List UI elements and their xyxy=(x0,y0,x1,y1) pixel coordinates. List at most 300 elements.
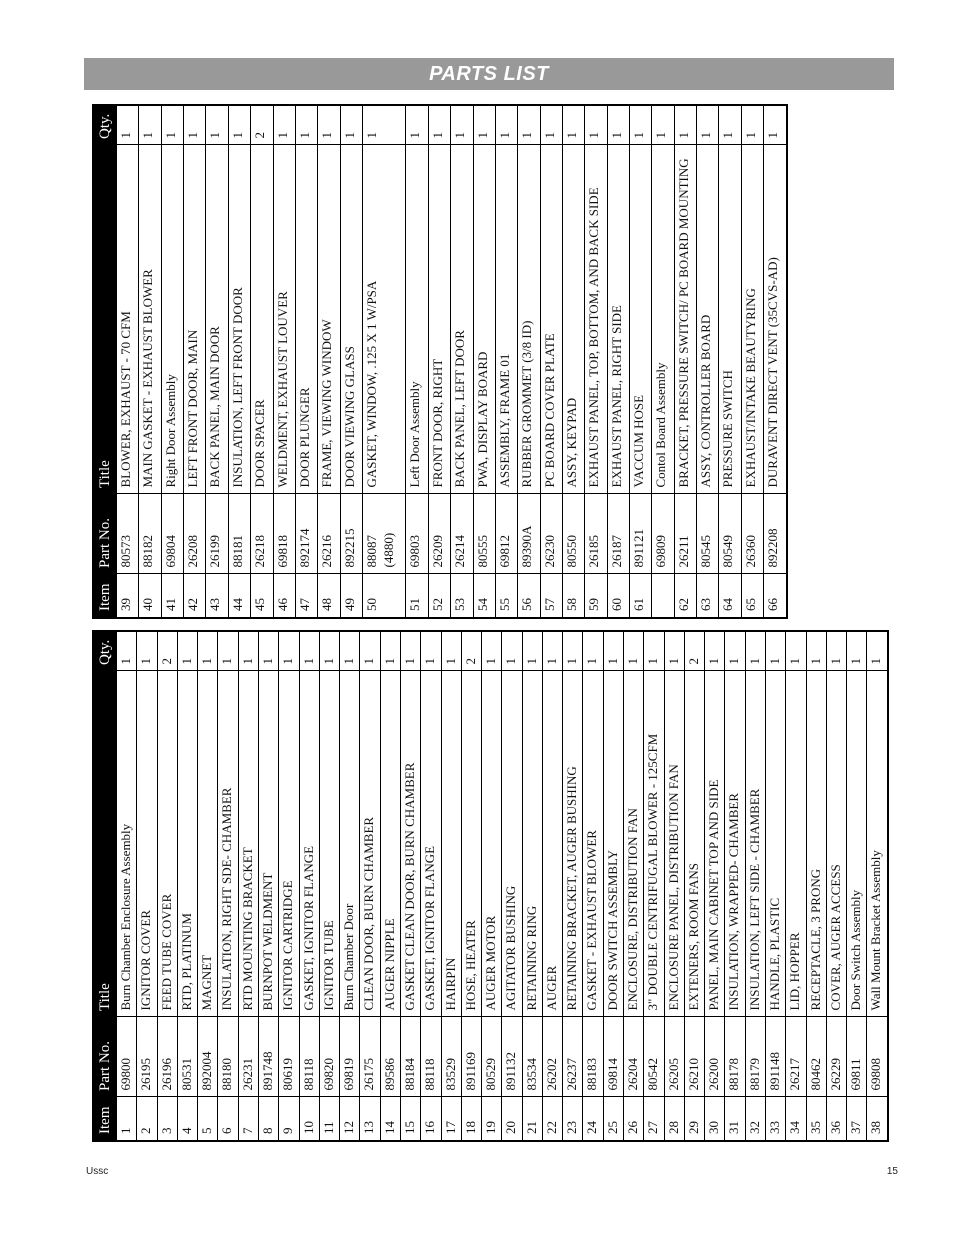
title-cell: COVER, AUGER ACCESS xyxy=(826,671,846,1017)
item-cell: 62 xyxy=(674,574,696,618)
table-row xyxy=(482,631,502,1141)
item-cell: 1 xyxy=(117,1097,137,1141)
table-row xyxy=(867,631,888,1141)
item-cell: 38 xyxy=(867,1097,888,1141)
qty-cell: 1 xyxy=(400,631,420,671)
title-cell: Right Door Assembly xyxy=(161,145,183,494)
part-number-cell: 88184 xyxy=(400,1017,420,1097)
table-row xyxy=(603,631,623,1141)
title-cell: RETAINING RING xyxy=(522,671,542,1017)
item-cell: 7 xyxy=(238,1097,258,1141)
part-number-cell: 26185 xyxy=(585,494,607,574)
part-number-cell: 88118 xyxy=(421,1017,441,1097)
table-row xyxy=(806,631,826,1141)
table-row xyxy=(406,105,428,618)
qty-cell: 2 xyxy=(251,105,273,145)
qty-cell: 1 xyxy=(674,105,696,145)
parts-table-right xyxy=(92,104,788,619)
part-number-cell: 88118 xyxy=(299,1017,319,1097)
title-cell: BLOWER, EXHAUST - 70 CFM xyxy=(117,145,139,494)
table-row xyxy=(161,105,183,618)
item-cell: 13 xyxy=(360,1097,380,1141)
qty-cell: 1 xyxy=(360,631,380,671)
title-cell: Wall Mount Bracket Assembly xyxy=(867,671,888,1017)
part-number-cell: 89390A xyxy=(518,494,540,574)
qty-cell: 1 xyxy=(319,631,339,671)
part-number-cell: 26195 xyxy=(137,1017,157,1097)
part-number-cell: 89586 xyxy=(380,1017,400,1097)
item-cell: 48 xyxy=(318,574,340,618)
part-number-cell: 69804 xyxy=(161,494,183,574)
title-cell: BRACKET, PRESSURE SWITCH/ PC BOARD MOUNTING xyxy=(674,145,696,494)
qty-cell: 1 xyxy=(745,631,765,671)
part-number-cell: 892215 xyxy=(340,494,362,574)
table-row xyxy=(319,631,339,1141)
title-cell: EXHAUST PANEL, TOP, BOTTOM, AND BACK SIDE xyxy=(585,145,607,494)
table-row xyxy=(258,631,278,1141)
table-row xyxy=(137,631,157,1141)
page-number: 15 xyxy=(886,1166,898,1177)
qty-cell: 1 xyxy=(198,631,218,671)
table-row xyxy=(139,105,161,618)
part-number-cell: 80529 xyxy=(482,1017,502,1097)
part-number-cell: 88182 xyxy=(139,494,161,574)
table-row xyxy=(360,631,380,1141)
item-cell: 53 xyxy=(451,574,473,618)
title-cell: BACK PANEL, LEFT DOOR xyxy=(451,145,473,494)
qty-cell: 1 xyxy=(206,105,228,145)
part-number-cell: 26208 xyxy=(184,494,206,574)
title-cell: FRAME, VIEWING WINDOW xyxy=(318,145,340,494)
part-number-cell: 88183 xyxy=(583,1017,603,1097)
table-row xyxy=(652,105,674,618)
col-title-header: Title xyxy=(93,145,117,494)
title-cell: Burn Chamber Door xyxy=(340,671,360,1017)
part-number-cell: 892208 xyxy=(764,494,787,574)
item-cell: 12 xyxy=(340,1097,360,1141)
item-cell: 44 xyxy=(228,574,250,618)
item-cell: 28 xyxy=(664,1097,684,1141)
item-cell: 19 xyxy=(482,1097,502,1141)
part-number-cell: 26360 xyxy=(741,494,763,574)
table-row xyxy=(518,105,540,618)
table-row xyxy=(238,631,258,1141)
qty-cell: 2 xyxy=(157,631,177,671)
qty-cell: 1 xyxy=(697,105,719,145)
part-number-cell: 83534 xyxy=(522,1017,542,1097)
table-row xyxy=(563,631,583,1141)
part-number-cell: 892004 xyxy=(198,1017,218,1097)
qty-cell: 1 xyxy=(495,105,517,145)
title-cell: DOOR SWITCH ASSEMBLY xyxy=(603,671,623,1017)
qty-cell: 1 xyxy=(607,105,629,145)
item-cell: 26 xyxy=(624,1097,644,1141)
item-cell: 20 xyxy=(502,1097,522,1141)
qty-cell: 1 xyxy=(218,631,238,671)
table-row xyxy=(786,631,806,1141)
table-row xyxy=(725,631,745,1141)
table-row xyxy=(340,105,362,618)
item-cell: 31 xyxy=(725,1097,745,1141)
title-cell: DURAVENT DIRECT VENT (35CVS-AD) xyxy=(764,145,787,494)
item-cell: 39 xyxy=(117,574,139,618)
item-cell: 14 xyxy=(380,1097,400,1141)
title-cell: EXHAUST/INTAKE BEAUTYRING xyxy=(741,145,763,494)
table-row xyxy=(674,105,696,618)
item-cell: 11 xyxy=(319,1097,339,1141)
title-cell: GASKET, WINDOW, .125 X 1 W/PSA xyxy=(362,145,405,494)
table-row xyxy=(745,631,765,1141)
title-cell: INSULATION, WRAPPED- CHAMBER xyxy=(725,671,745,1017)
title-cell: EXTENERS, ROOM FANS xyxy=(684,671,704,1017)
item-cell: 3 xyxy=(157,1097,177,1141)
title-cell: Contol Board Assembly xyxy=(652,145,674,494)
part-number-cell: 80619 xyxy=(279,1017,299,1097)
table-row xyxy=(380,631,400,1141)
title-cell: ASSEMBLY, FRAME 01 xyxy=(495,145,517,494)
table-row xyxy=(428,105,450,618)
part-number-cell: 69818 xyxy=(273,494,295,574)
title-cell: MAIN GASKET - EXHAUST BLOWER xyxy=(139,145,161,494)
title-cell: BACK PANEL, MAIN DOOR xyxy=(206,145,228,494)
part-number-cell: 26218 xyxy=(251,494,273,574)
table-row xyxy=(644,631,664,1141)
item-cell: 34 xyxy=(786,1097,806,1141)
item-cell: 64 xyxy=(719,574,741,618)
item-cell: 50 xyxy=(362,574,405,618)
part-number-cell: 891748 xyxy=(258,1017,278,1097)
part-number-cell: 80550 xyxy=(562,494,584,574)
part-number-cell: 891169 xyxy=(461,1017,481,1097)
item-cell: 9 xyxy=(279,1097,299,1141)
item-cell: 42 xyxy=(184,574,206,618)
part-number-cell: 83529 xyxy=(441,1017,461,1097)
title-cell: GASKET - EXHAUST BLOWER xyxy=(583,671,603,1017)
qty-cell: 1 xyxy=(273,105,295,145)
title-cell: PWA, DISPLAY BOARD xyxy=(473,145,495,494)
table-row xyxy=(198,631,218,1141)
qty-cell: 1 xyxy=(340,631,360,671)
title-cell: WELDMENT, EXHAUST LOUVER xyxy=(273,145,295,494)
qty-cell: 1 xyxy=(177,631,197,671)
item-cell: 40 xyxy=(139,574,161,618)
title-cell: GASKET CLEAN DOOR, BURN CHAMBER xyxy=(400,671,420,1017)
title-cell: GASKET, IGNITOR FLANGE xyxy=(421,671,441,1017)
item-cell: 66 xyxy=(764,574,787,618)
table-row xyxy=(664,631,684,1141)
title-cell: PC BOARD COVER PLATE xyxy=(540,145,562,494)
item-cell: 23 xyxy=(563,1097,583,1141)
qty-cell: 1 xyxy=(664,631,684,671)
col-qty-header: Qty. xyxy=(93,105,117,145)
qty-cell: 1 xyxy=(826,631,846,671)
part-number-cell: 69803 xyxy=(406,494,428,574)
title-cell: AUGER xyxy=(542,671,562,1017)
qty-cell: 1 xyxy=(719,105,741,145)
part-number-cell: 26229 xyxy=(826,1017,846,1097)
item-cell: 55 xyxy=(495,574,517,618)
table-header-row xyxy=(93,105,117,618)
table-row xyxy=(340,631,360,1141)
part-number-cell: 88087 (4880) xyxy=(362,494,405,574)
part-number-cell: 26205 xyxy=(664,1017,684,1097)
title-cell: GASKET, IGNITOR FLANGE xyxy=(299,671,319,1017)
parts-table-1 xyxy=(92,630,889,1142)
table-row xyxy=(607,105,629,618)
qty-cell: 1 xyxy=(117,105,139,145)
qty-cell: 1 xyxy=(318,105,340,145)
qty-cell: 1 xyxy=(583,631,603,671)
part-number-cell: 88180 xyxy=(218,1017,238,1097)
table-row xyxy=(117,105,139,618)
table-row xyxy=(299,631,319,1141)
qty-cell: 1 xyxy=(117,631,137,671)
qty-cell: 1 xyxy=(441,631,461,671)
qty-cell: 1 xyxy=(644,631,664,671)
table-row xyxy=(540,105,562,618)
item-cell: 57 xyxy=(540,574,562,618)
part-number-cell: 80555 xyxy=(473,494,495,574)
title-cell: Left Door Assembly xyxy=(406,145,428,494)
parts-table-2-body xyxy=(117,105,788,618)
part-number-cell: 88181 xyxy=(228,494,250,574)
title-cell: BURNPOT WELDMENT xyxy=(258,671,278,1017)
col-qty-header: Qty. xyxy=(93,631,117,671)
part-number-cell: 69809 xyxy=(652,494,674,574)
part-number-cell: 26209 xyxy=(428,494,450,574)
table-row xyxy=(177,631,197,1141)
table-row xyxy=(295,105,317,618)
part-number-cell: 26214 xyxy=(451,494,473,574)
qty-cell: 1 xyxy=(518,105,540,145)
part-number-cell: 26187 xyxy=(607,494,629,574)
item-cell: 22 xyxy=(542,1097,562,1141)
item-cell xyxy=(652,574,674,618)
part-number-cell: 80542 xyxy=(644,1017,664,1097)
title-cell: LID, HOPPER xyxy=(786,671,806,1017)
item-cell: 18 xyxy=(461,1097,481,1141)
table-row xyxy=(697,105,719,618)
qty-cell: 1 xyxy=(228,105,250,145)
part-number-cell: 26196 xyxy=(157,1017,177,1097)
table-row xyxy=(495,105,517,618)
item-cell: 45 xyxy=(251,574,273,618)
qty-cell: 2 xyxy=(461,631,481,671)
title-cell: PRESSURE SWITCH xyxy=(719,145,741,494)
qty-cell: 1 xyxy=(630,105,652,145)
item-cell: 33 xyxy=(766,1097,786,1141)
title-cell: INSULATION, RIGHT SDE- CHAMBER xyxy=(218,671,238,1017)
qty-cell: 1 xyxy=(603,631,623,671)
title-cell: HANDLE, PLASTIC xyxy=(766,671,786,1017)
item-cell: 37 xyxy=(847,1097,867,1141)
qty-cell: 1 xyxy=(428,105,450,145)
title-cell: ENCLOSURE PANEL, DISTRIBUTION FAN xyxy=(664,671,684,1017)
part-number-cell: 69811 xyxy=(847,1017,867,1097)
qty-cell: 1 xyxy=(563,631,583,671)
col-part-header: Part No. xyxy=(93,1017,117,1097)
item-cell: 29 xyxy=(684,1097,704,1141)
title-cell: AUGER MOTOR xyxy=(482,671,502,1017)
qty-cell: 1 xyxy=(184,105,206,145)
title-cell: IGNITOR COVER xyxy=(137,671,157,1017)
qty-cell: 1 xyxy=(421,631,441,671)
qty-cell: 1 xyxy=(502,631,522,671)
part-number-cell: 26217 xyxy=(786,1017,806,1097)
qty-cell: 1 xyxy=(380,631,400,671)
qty-cell: 1 xyxy=(362,105,405,145)
table-row xyxy=(502,631,522,1141)
item-cell: 36 xyxy=(826,1097,846,1141)
item-cell: 43 xyxy=(206,574,228,618)
item-cell: 35 xyxy=(806,1097,826,1141)
item-cell: 21 xyxy=(522,1097,542,1141)
qty-cell: 1 xyxy=(295,105,317,145)
qty-cell: 1 xyxy=(238,631,258,671)
title-cell: 3" DOUBLE CENTRIFUGAL BLOWER - 125CFM xyxy=(644,671,664,1017)
col-item-header: Item xyxy=(93,574,117,618)
title-cell: RUBBER GROMMET (3/8 ID) xyxy=(518,145,540,494)
table-row xyxy=(764,105,787,618)
part-number-cell: 26204 xyxy=(624,1017,644,1097)
item-cell: 49 xyxy=(340,574,362,618)
title-cell: EXHAUST PANEL, RIGHT SIDE xyxy=(607,145,629,494)
item-cell: 24 xyxy=(583,1097,603,1141)
table-row xyxy=(630,105,652,618)
col-title-header: Title xyxy=(93,671,117,1017)
title-cell: DOOR PLUNGER xyxy=(295,145,317,494)
table-row xyxy=(157,631,177,1141)
parts-list-banner xyxy=(84,58,894,90)
item-cell: 30 xyxy=(705,1097,725,1141)
part-number-cell: 26175 xyxy=(360,1017,380,1097)
qty-cell: 1 xyxy=(585,105,607,145)
title-cell: HAIRPIN xyxy=(441,671,461,1017)
qty-cell: 1 xyxy=(847,631,867,671)
title-cell: MAGNET xyxy=(198,671,218,1017)
qty-cell: 1 xyxy=(624,631,644,671)
part-number-cell: 26237 xyxy=(563,1017,583,1097)
title-cell: VACCUM HOSE xyxy=(630,145,652,494)
title-cell: FRONT DOOR, RIGHT xyxy=(428,145,450,494)
qty-cell: 1 xyxy=(741,105,763,145)
table-row xyxy=(705,631,725,1141)
table-row xyxy=(184,105,206,618)
page-title: PARTS LIST xyxy=(429,62,549,85)
qty-cell: 1 xyxy=(764,105,787,145)
table-row xyxy=(719,105,741,618)
title-cell: ASSY, KEYPAD xyxy=(562,145,584,494)
item-cell: 16 xyxy=(421,1097,441,1141)
part-number-cell: 69800 xyxy=(117,1017,137,1097)
table-row xyxy=(218,631,238,1141)
title-cell: AUGER NIPPLE xyxy=(380,671,400,1017)
part-number-cell: 26200 xyxy=(705,1017,725,1097)
part-number-cell: 26202 xyxy=(542,1017,562,1097)
qty-cell: 1 xyxy=(705,631,725,671)
part-number-cell: 69820 xyxy=(319,1017,339,1097)
qty-cell: 1 xyxy=(766,631,786,671)
qty-cell: 1 xyxy=(867,631,888,671)
qty-cell: 2 xyxy=(684,631,704,671)
qty-cell: 1 xyxy=(279,631,299,671)
table-row xyxy=(522,631,542,1141)
qty-cell: 1 xyxy=(473,105,495,145)
item-cell: 58 xyxy=(562,574,584,618)
qty-cell: 1 xyxy=(806,631,826,671)
item-cell: 6 xyxy=(218,1097,238,1141)
part-number-cell: 891121 xyxy=(630,494,652,574)
item-cell: 4 xyxy=(177,1097,197,1141)
table-row xyxy=(251,105,273,618)
qty-cell: 1 xyxy=(540,105,562,145)
part-number-cell: 26231 xyxy=(238,1017,258,1097)
qty-cell: 1 xyxy=(786,631,806,671)
parts-table-1-body xyxy=(117,631,889,1141)
item-cell: 46 xyxy=(273,574,295,618)
part-number-cell: 26216 xyxy=(318,494,340,574)
qty-cell: 1 xyxy=(652,105,674,145)
part-number-cell: 88178 xyxy=(725,1017,745,1097)
part-number-cell: 26199 xyxy=(206,494,228,574)
qty-cell: 1 xyxy=(725,631,745,671)
col-item-header: Item xyxy=(93,1097,117,1141)
title-cell: LEFT FRONT DOOR, MAIN xyxy=(184,145,206,494)
item-cell: 56 xyxy=(518,574,540,618)
qty-cell: 1 xyxy=(406,105,428,145)
table-row xyxy=(421,631,441,1141)
table-row xyxy=(441,631,461,1141)
item-cell: 10 xyxy=(299,1097,319,1141)
table-row xyxy=(273,105,295,618)
part-number-cell: 26210 xyxy=(684,1017,704,1097)
item-cell: 54 xyxy=(473,574,495,618)
footer-brand: Ussc xyxy=(86,1166,109,1177)
table-row xyxy=(400,631,420,1141)
part-number-cell: 892174 xyxy=(295,494,317,574)
item-cell: 51 xyxy=(406,574,428,618)
table-row xyxy=(585,105,607,618)
qty-cell: 1 xyxy=(258,631,278,671)
title-cell: PANEL, MAIN CABINET TOP AND SIDE xyxy=(705,671,725,1017)
qty-cell: 1 xyxy=(139,105,161,145)
table-row xyxy=(117,631,137,1141)
item-cell: 25 xyxy=(603,1097,623,1141)
col-part-header: Part No. xyxy=(93,494,117,574)
title-cell: RTD, PLATINUM xyxy=(177,671,197,1017)
title-cell: AGITATOR BUSHING xyxy=(502,671,522,1017)
qty-cell: 1 xyxy=(161,105,183,145)
qty-cell: 1 xyxy=(299,631,319,671)
title-cell: Burn Chamber Enclosure Assembly xyxy=(117,671,137,1017)
title-cell: DOOR VIEWING GLASS xyxy=(340,145,362,494)
table-row xyxy=(766,631,786,1141)
item-cell: 60 xyxy=(607,574,629,618)
parts-table-left xyxy=(92,630,889,1142)
part-number-cell: 26230 xyxy=(540,494,562,574)
qty-cell: 1 xyxy=(482,631,502,671)
part-number-cell: 69812 xyxy=(495,494,517,574)
item-cell: 61 xyxy=(630,574,652,618)
qty-cell: 1 xyxy=(451,105,473,145)
title-cell: RECEPTACLE, 3 PRONG xyxy=(806,671,826,1017)
title-cell: IGNITOR CARTRIDGE xyxy=(279,671,299,1017)
part-number-cell: 891132 xyxy=(502,1017,522,1097)
table-row xyxy=(826,631,846,1141)
title-cell: RETAINING BRACKET, AUGER BUSHING xyxy=(563,671,583,1017)
part-number-cell: 80573 xyxy=(117,494,139,574)
part-number-cell: 891148 xyxy=(766,1017,786,1097)
